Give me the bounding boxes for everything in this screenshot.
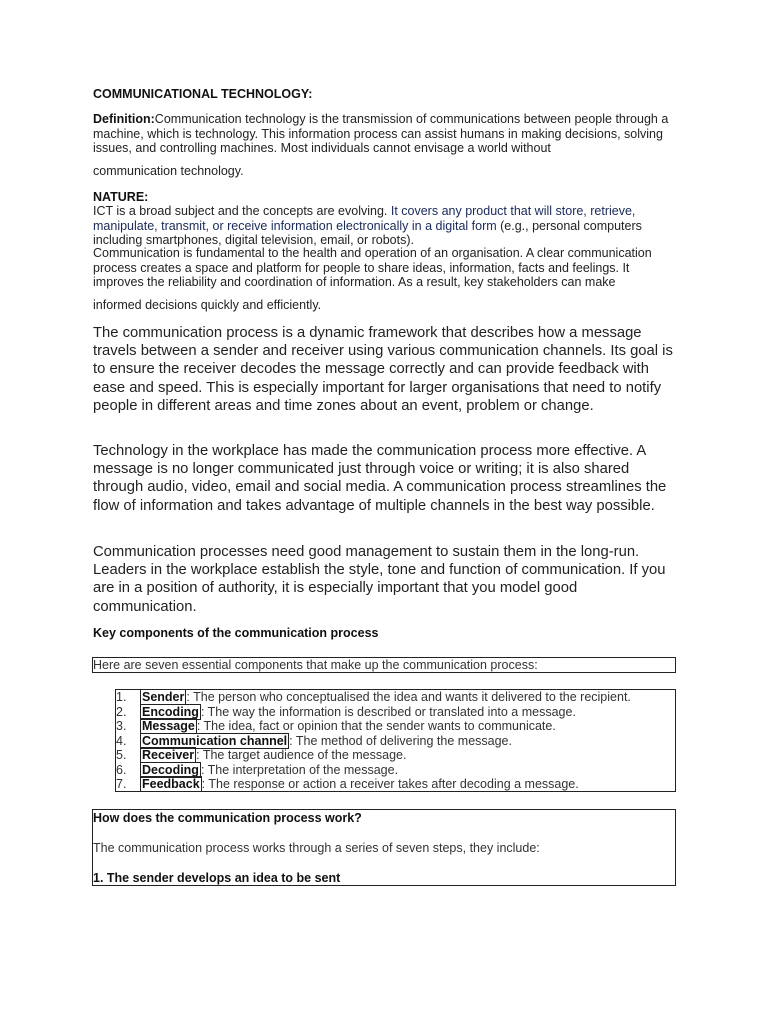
body-paragraph-2: Technology in the workplace has made the communication process more effective. A message is no longer communicated just through voice or writing; it is also shared through audio, video, email and social media. A communication process streamlines the flow of information and takes advantage of multiple channels in the best way possible. <box>93 443 667 514</box>
body-paragraph-1: The communication process is a dynamic framework that describes how a message travels between a sender and receiver using various communication channels. Its goal is to ensure the receiver decodes the message correctly and can provide feedback with ease and speed. This is especially important for larger organisations that need to notify people in different areas and time zones about an event, problem or change. <box>93 325 673 414</box>
how-it-works-box <box>92 809 676 886</box>
key-components-heading: Key components of the communication process <box>93 626 379 640</box>
component-term: Message <box>142 719 195 733</box>
nature-text-c: (e.g., personal computers including smartphones, digital television, email, or robots). <box>93 218 642 248</box>
definition-paragraph <box>93 112 678 156</box>
nature-text-a: ICT is a broad subject and the concepts are evolving. <box>93 204 391 218</box>
component-term: Feedback <box>142 777 200 791</box>
component-term: Communication channel <box>142 733 288 748</box>
communication-paragraph: Communication is fundamental to the health and operation of an organisation. A clear communication process creates a space and platform for people to share ideas, information, facts and feelings. It improves the reliability and coordination of information. As a result, key stakeholders can make <box>93 246 652 290</box>
how-text: The communication process works through a series of seven steps, they include: <box>93 841 540 855</box>
body-paragraph-3: Communication processes need good management to sustain them in the long-run. Leaders in the workplace establish the style, tone and function of communication. If you are in a position of authority, it is especially important that you model good communication. <box>93 544 666 615</box>
list-item: 1. Sender : The person who conceptualised the idea and wants it delivered to the recipient. <box>116 690 631 704</box>
list-item: 2. Encoding : The way the information is described or translated into a message. <box>116 704 576 719</box>
document-title: COMMUNICATIONAL TECHNOLOGY: <box>93 87 313 101</box>
list-item: 4. Communication channel : The method of delivering the message. <box>116 733 512 748</box>
components-intro-box: Here are seven essential components that make up the communication process: <box>92 657 676 673</box>
definition-label: Definition: <box>93 112 155 126</box>
nature-heading: NATURE: <box>93 190 149 204</box>
component-term: Receiver <box>142 748 195 762</box>
list-item: 3. Message : The idea, fact or opinion that the sender wants to communicate. <box>116 719 556 733</box>
component-term: Decoding <box>142 762 199 777</box>
nature-text-b: It covers any product that will store, retrieve, manipulate, transmit, or receive information electronically in a digital form <box>93 204 636 233</box>
communication-tail: informed decisions quickly and efficiently. <box>93 298 322 312</box>
nature-paragraph <box>93 204 678 248</box>
components-list <box>115 689 676 792</box>
list-item: 6. Decoding : The interpretation of the message. <box>116 762 399 777</box>
definition-tail: communication technology. <box>93 164 244 178</box>
how-heading: How does the communication process work? <box>93 811 362 825</box>
definition-text: Communication technology is the transmission of communications between people through a machine, which is technology. This information process can assist humans in making decisions, solving issues, and controlling machines. Most individuals cannot envisage a world without <box>93 112 669 156</box>
step-1-heading: 1. The sender develops an idea to be sent <box>93 871 341 885</box>
list-item: 7. Feedback : The response or action a receiver takes after decoding a message. <box>116 777 579 791</box>
component-term: Sender <box>142 690 185 704</box>
component-term: Encoding <box>142 704 199 719</box>
list-item: 5. Receiver : The target audience of the message. <box>116 748 407 762</box>
